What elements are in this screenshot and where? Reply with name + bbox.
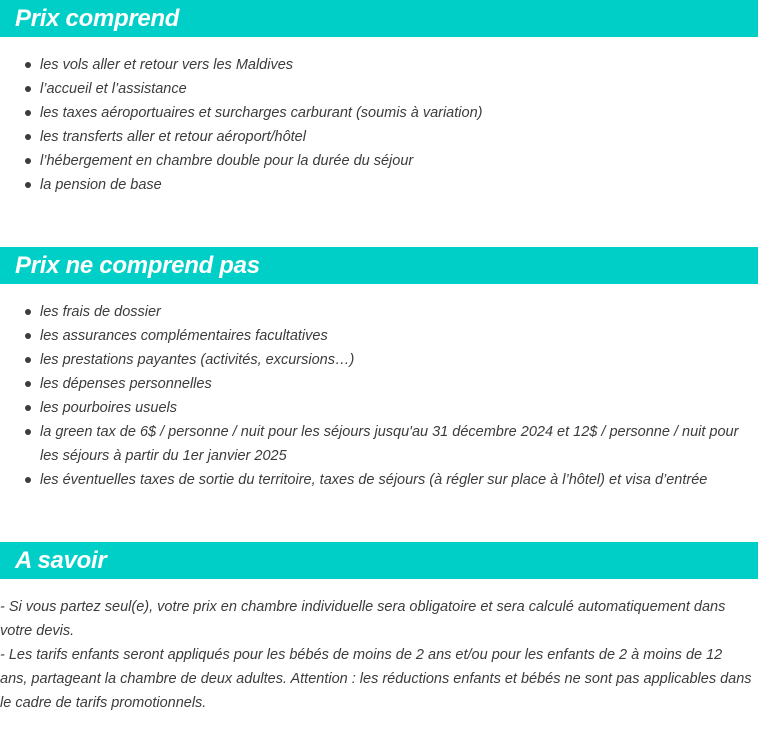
list-item: la green tax de 6$ / personne / nuit pour les séjours jusqu'au 31 décembre 2024 et 12$ / personne / nuit pour les séjours à partir du 1er janvier 2025 — [0, 420, 758, 468]
list-item: la pension de base — [0, 173, 758, 197]
info-paragraph: - Les tarifs enfants seront appliqués pour les bébés de moins de 2 ans et/ou pour les enfants de 2 à moins de 12 ans, partageant la chambre de deux adultes. Attention : les réductions enfants et bébés ne sont pas applicables dans le cadre de tarifs promotionnels. — [0, 647, 752, 711]
bullet-icon — [25, 182, 31, 188]
list-item: les vols aller et retour vers les Maldives — [0, 53, 758, 77]
list-item: les dépenses personnelles — [0, 372, 758, 396]
info-paragraph: - Si vous partez seul(e), votre prix en chambre individuelle sera obligatoire et sera calculé automatiquement dans votre devis. — [0, 599, 726, 639]
section-header-prix-comprend — [0, 0, 758, 37]
list-item: les taxes aéroportuaires et surcharges carburant (soumis à variation) — [0, 101, 758, 125]
excluded-list — [0, 300, 758, 492]
section-title: Prix comprend — [15, 5, 180, 32]
list-item: l’hébergement en chambre double pour la durée du séjour — [0, 149, 758, 173]
section-title: Prix ne comprend pas — [15, 252, 260, 279]
bullet-icon — [25, 405, 31, 411]
section-header-prix-ne-comprend-pas — [0, 247, 758, 284]
bullet-icon — [25, 134, 31, 140]
included-list — [0, 53, 758, 197]
list-item: les frais de dossier — [0, 300, 758, 324]
section-header-a-savoir — [0, 542, 758, 579]
list-item: les éventuelles taxes de sortie du territoire, taxes de séjours (à régler sur place à l’hôtel) et visa d’entrée — [0, 468, 758, 492]
bullet-icon — [25, 158, 31, 164]
list-item: les assurances complémentaires facultatives — [0, 324, 758, 348]
section-title: A savoir — [15, 547, 107, 574]
bullet-icon — [25, 357, 31, 363]
bullet-icon — [25, 333, 31, 339]
bullet-icon — [25, 110, 31, 116]
list-item: les transferts aller et retour aéroport/hôtel — [0, 125, 758, 149]
bullet-icon — [25, 477, 31, 483]
bullet-icon — [25, 309, 31, 315]
info-paragraphs — [0, 595, 752, 715]
bullet-icon — [25, 429, 31, 435]
list-item: les pourboires usuels — [0, 396, 758, 420]
bullet-icon — [25, 62, 31, 68]
bullet-icon — [25, 86, 31, 92]
list-item: les prestations payantes (activités, excursions…) — [0, 348, 758, 372]
list-item: l’accueil et l’assistance — [0, 77, 758, 101]
bullet-icon — [25, 381, 31, 387]
